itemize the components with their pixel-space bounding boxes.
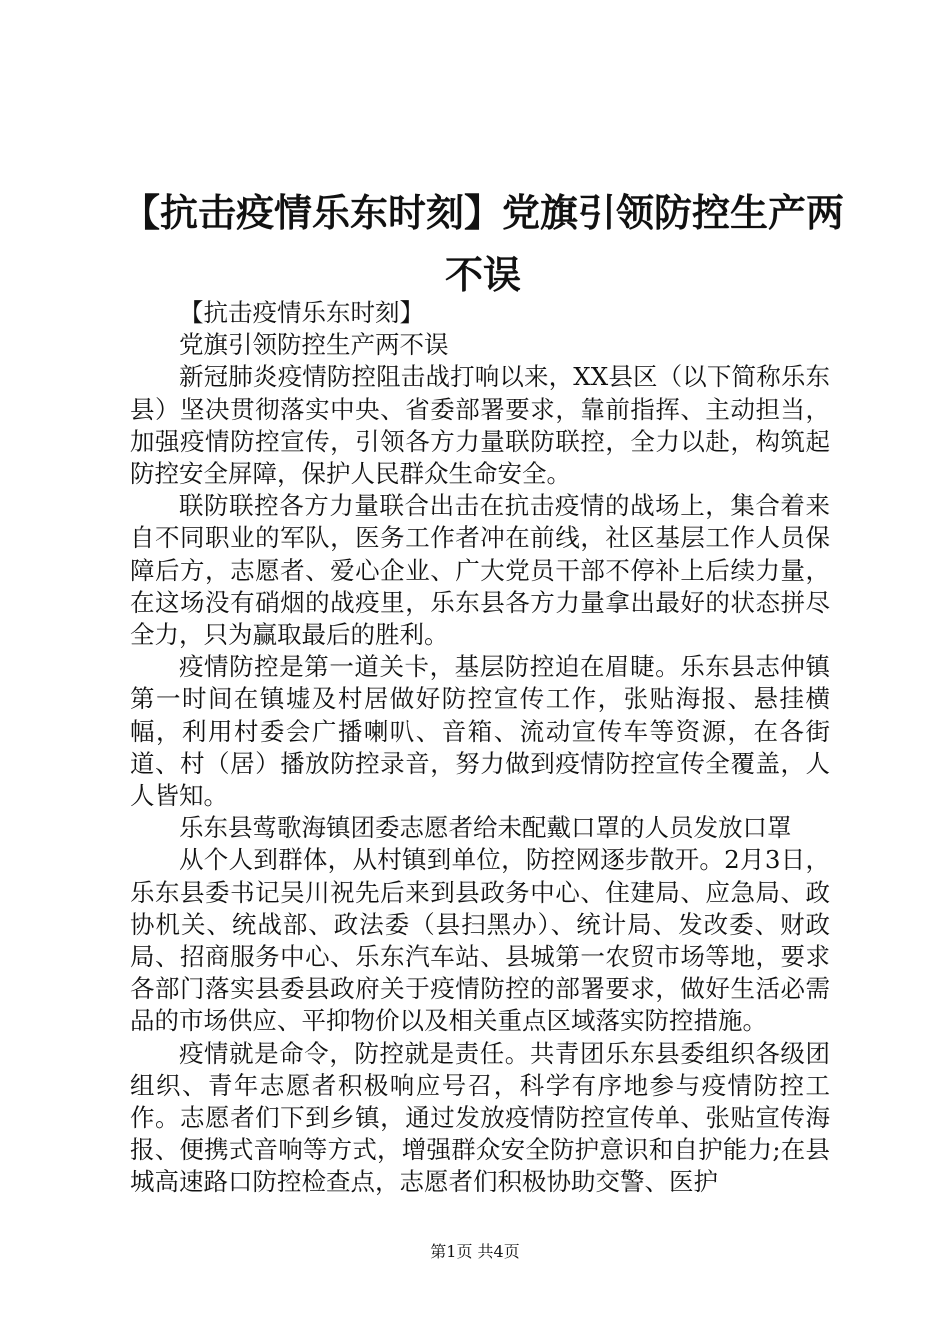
paragraph-heading-tag: 【抗击疫情乐东时刻】 xyxy=(179,298,424,327)
document-title: 【抗击疫情乐东时刻】党旗引领防控生产两不误 xyxy=(121,190,844,297)
paragraph-inspection: 从个人到群体，从村镇到单位，防控网逐步散开。2月3日，乐东县委书记吴川祝先后来到县政务中心、住建局、应急局、政协机关、统战部、政法委（县扫黑办）、统计局、发改委、财政局、招商服务中心、乐东汽车站、县城第一农贸市场等地，要求各部门落实县委县政府关于疫情防控的部署要求，做好生活必需品的市场供应、平抑物价以及相关重点区域落实防控措施。 xyxy=(130,845,830,1036)
paragraph-intro: 新冠肺炎疫情防控阻击战打响以来，XX县区（以下简称乐东县）坚决贯彻落实中央、省委部署要求，靠前指挥、主动担当，加强疫情防控宣传，引领各方力量联防联控，全力以赴，构筑起防控安全屏障，保护人民群众生命安全。 xyxy=(130,362,830,489)
paragraph-photo-caption: 乐东县莺歌海镇团委志愿者给未配戴口罩的人员发放口罩 xyxy=(179,813,792,843)
paragraph-grassroots: 疫情防控是第一道关卡，基层防控迫在眉睫。乐东县志仲镇第一时间在镇墟及村居做好防控宣传工作，张贴海报、悬挂横幅，利用村委会广播喇叭、音箱、流动宣传车等资源，在各街道、村（居）播放防控录音，努力做到疫情防控宣传全覆盖，人人皆知。 xyxy=(130,652,830,811)
paragraph-volunteers: 疫情就是命令，防控就是责任。共青团乐东县委组织各级团组织、青年志愿者积极响应号召，科学有序地参与疫情防控工作。志愿者们下到乡镇，通过发放疫情防控宣传单、张贴宣传海报、便携式音响等方式，增强群众安全防护意识和自护能力;在县城高速路口防控检查点，志愿者们积极协助交警、医护 xyxy=(130,1038,830,1197)
page-number-footer: 第1页 共4页 xyxy=(430,1242,520,1261)
document-body xyxy=(130,297,830,1199)
paragraph-joint-forces: 联防联控各方力量联合出击在抗击疫情的战场上，集合着来自不同职业的军队，医务工作者冲在前线，社区基层工作人员保障后方，志愿者、爱心企业、广大党员干部不停补上后续力量，在这场没有硝烟的战疫里，乐东县各方力量拿出最好的状态拼尽全力，只为赢取最后的胜利。 xyxy=(130,491,830,650)
paragraph-subtitle: 党旗引领防控生产两不误 xyxy=(179,330,449,360)
